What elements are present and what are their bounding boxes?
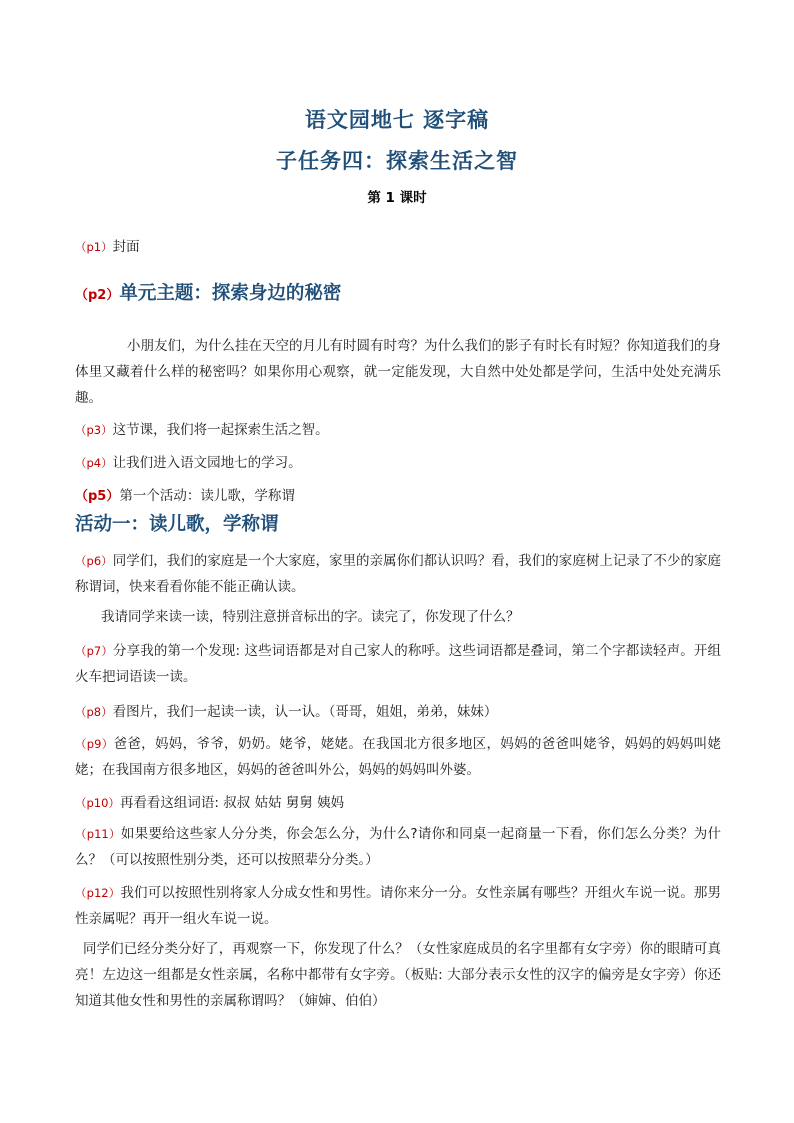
slide-text: 再看看这组词语: 叔叔 姑姑 舅舅 姨妈 [119, 795, 345, 811]
slide-text: 看图片，我们一起读一读，认一认。（哥哥，姐姐，弟弟，妹妹） [112, 704, 498, 720]
slide-tag: （p7） [75, 644, 113, 658]
slide-p12 [75, 880, 721, 932]
document-title: 语文园地七 逐字稿 [304, 108, 490, 132]
slide-p2-heading [75, 280, 721, 310]
slide-p12-followup: 同学们已经分类分好了，再观察一下，你发现了什么？（女性家庭成员的名字里都有女字旁）你的眼睛可真亮！左边这一组都是女性亲属，名称中都带有女字旁。（板贴: 大部分表示女性的汉字的偏旁是女字旁）你还知道其他女性和男性的亲属称谓吗？（婶婶、伯伯） [75, 941, 721, 1009]
slide-tag: （p9） [75, 737, 114, 751]
slide-text: 这节课，我们将一起探索生活之智。 [112, 422, 329, 438]
slide-tag: （p11） [75, 827, 121, 841]
slide-p11 [75, 821, 721, 873]
document-subtitle: 子任务四：探索生活之智 [276, 149, 518, 173]
intro-paragraph: 小朋友们，为什么挂在天空的月儿有时圆有时弯？为什么我们的影子有时长有时短？你知道我们的身体里又藏着什么样的秘密吗？如果你用心观察，就一定能发现，大自然中处处都是学问，生活中处处充满乐趣。 [75, 338, 721, 406]
slide-tag: （p6） [75, 554, 113, 568]
slide-tag: （p2） [75, 288, 120, 303]
slide-p6 [75, 548, 721, 600]
slide-p5 [75, 483, 721, 510]
slide-text: 如果要给这些家人分分类，你会怎么分，为什么?请你和同桌一起商量一下看，你们怎么分类？为什么？（可以按照性别分类，还可以按照辈分分类。） [75, 826, 721, 868]
slide-text: 封面 [112, 239, 140, 255]
slide-tag: （p5） [75, 489, 120, 504]
slide-tag: （p10） [75, 796, 120, 810]
slide-p4 [75, 450, 721, 476]
slide-text: 让我们进入语文园地七的学习。 [112, 455, 302, 471]
slide-text: 我们可以按照性别将家人分成女性和男性。请你来分一分。女性亲属有哪些？开组火车说一说。那男性亲属呢？再开一组火车说一说。 [75, 885, 722, 927]
slide-p6-followup: 我请同学来读一读，特别注意拼音标出的字。读完了，你发现了什么？ [101, 609, 520, 625]
slide-tag: （p4） [75, 456, 113, 470]
unit-theme-heading: 单元主题：探索身边的秘密 [119, 283, 342, 304]
slide-p8 [75, 699, 721, 725]
slide-text: 同学们，我们的家庭是一个大家庭，家里的亲属你们都认识吗？看，我们的家庭树上记录了不少的家庭称谓词，快来看看你能不能正确认读。 [75, 553, 722, 595]
slide-tag: （p3） [75, 423, 113, 437]
slide-text: 第一个活动：读儿歌，学称谓 [119, 488, 295, 504]
slide-p1 [75, 234, 721, 260]
slide-tag: （p1） [75, 240, 113, 254]
slide-p9 [75, 731, 721, 783]
slide-text: 分享我的第一个发现: 这些词语都是对自己家人的称呼。这些词语都是叠词，第二个字都读轻声。开组火车把词语读一读。 [75, 643, 722, 685]
lesson-label: 第 1 课时 [367, 190, 427, 206]
slide-p3 [75, 417, 721, 443]
slide-text: 爸爸，妈妈，爷爷，奶奶。姥爷，姥姥。在我国北方很多地区，妈妈的爸爸叫姥爷，妈妈的妈妈叫姥姥；在我国南方很多地区，妈妈的爸爸叫外公，妈妈的妈妈叫外婆。 [75, 736, 721, 778]
activity-one-heading: 活动一：读儿歌，学称谓 [75, 514, 279, 535]
slide-p10 [75, 790, 721, 816]
slide-tag: （p12） [75, 886, 121, 900]
slide-p7 [75, 638, 721, 690]
slide-tag: （p8） [75, 705, 113, 719]
